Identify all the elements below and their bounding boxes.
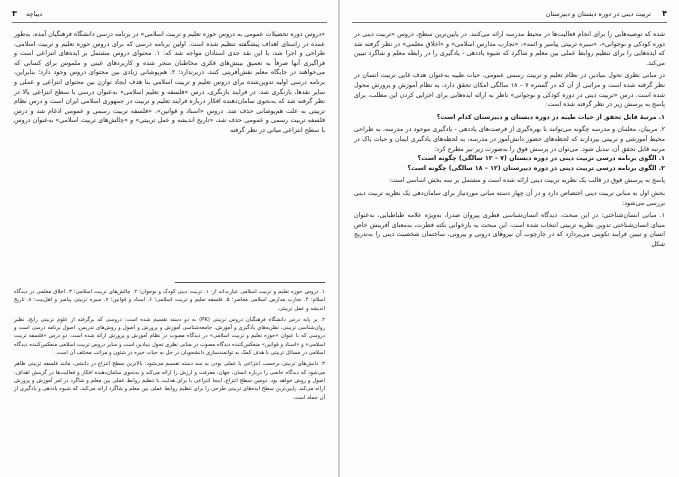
footnote-1: ۱. دروس حوزه تعلیم و تربیت اسلامی عبارت‌اند از: ۱. تربیت دینی کودک و نوجوان؛ ۲. چالش‌های تربیت اسلامی؛ ۳. اخلاق معلمی در دیدگاه اسلام؛ ۴. تجارب مدارس اسلامی معاصر؛ ۵. فلسفه تعلیم و تربیت اسلامی؛ ۶. اسناد و قوانین؛ ۷. سیره تربیتی پیامبر و اهل‌بیت؛ ۸. تاریخ اندیشه و عمل تربیتی.	[14, 289, 325, 312]
right-paragraph-4: بخش اول به مبانی تربیت دینی اختصاص دارد و در آن چهار دسته مبانی موردنیاز برای سامان‌دهی یک نظریه تربیت دینی بررسی می‌شود:	[354, 189, 665, 207]
right-running-title: تربیت دینی در دوره دبستان و دبیرستان	[545, 10, 651, 18]
right-body-text	[354, 30, 665, 249]
right-paragraph-5: ۱. مبانی انسان‌شناختی: در این مبحث، دیدگاه انسان‌شناسی فطری پیروان صدرا، به‌ویژه علامه طباطبایی، به‌عنوان مبنای انسان‌شناختی تدوین نظریه تربیتی انتخاب شده است. این مبحث به بازخوانی نکته فطرت، به‌معنای آفرینش خاص انسان و تبیین فرایند تکوینی می‌پردازد که در چارچوب آن نیروهای درونی و بیرونی، ساختمان شخصیت دینی را به‌تدریج شکل	[354, 212, 665, 248]
footnote-2: ۲. بر پایه درس دانشگاه فرهنگیان دروس تربیتی (PK) به دو دسته تقسیم شده است: دروسی که برگرفته از علوم تربیتی رایج، نظیر روان‌شناسی تربیتی، نظریه‌های یادگیری و آموزش، جامعه‌شناسی آموزش و پرورش و اصول و روش‌های تدریس، اصول برنامه درسی است و دروسی که با عنوان «حوزه تعلیم و تربیت اسلامی» در دیدگاه مصوب در نظام آموزش و پرورش ارائه شده است. دو درس «فلسفه تربیت اسلامی» و «اسناد و قوانین» منعکس‌کننده دیدگاه مصوب در مبانی نظری تحول بنیادین است و سایر دروس تربیت اسلامی منعکس‌کننده دیدگاه اسلامی در مسائل تربیتی با هدف کمک به توانمندسازی دانشجویان در حل به حیات خیره در شئون و مراتب مختلف آن است.	[14, 316, 325, 357]
footnote-3: ۳. دانش‌های تربیتی برحسب انتزاعی یا عملی بودن به سه دسته تقسیم می‌شود: بالاترین سطح انتزاع در دانشی، مانند فلسفه تربیتی ظاهر می‌شود که دیدگاه خاصی را درباره انسان، جهان، معرفت و ارزش را ارائه می‌کند و به‌نحوی سامان‌دهنده افکار و فعالیت‌ها در گزینش اهداف، اصول و روش خواهد بود. دومین سطح انتزاع، اینجا انتزاعی با برای هدایت یا تنظیم روابط عملی بین معلم و شاگرد در امر آموزش و پرورش ارائه می‌کند. پایین‌ترین سطح ایده‌های تربیتی طرحی را برای تنظیم روابط عملی بین معلم و شاگرد ارائه می‌کند، که شیوه یاددهی و یادگیری از آن جمله است.	[14, 361, 325, 401]
question-1: ۱. مرتبهٔ قابل تحقق از حیات طیبه در دوره دبستان و دبیرستان کدام است؟	[436, 113, 665, 121]
left-page	[0, 0, 339, 477]
left-body-paragraph: «دروس دوره تحصیلات عمومی به دروس حوزه تعلیم و تربیت اسلامی» در برنامه درسی دانشگاه فرهنگیان آمده، به‌طور عمده در راستای اهداف پیشگفته تنظیم شده است. اولین برنامه درسی که برای دروس حوزه تعلیم و تربیت اسلامی، طراحی و اجرا شد، با این نقد جدی استادان مواجه شد که: ۱. محتوای دروس مشتمل بر ایده‌های انتزاعی است و فراگیری آنها صرفاً به تعمیق بینش‌های فکری مخاطبان منجر شده و کاربردهای عینی و ملموس برای کسانی که می‌خواهند در جایگاه معلم نقش‌آفرینی کنند، دربرندارد؛ ۲. هم‌پوشانی زیادی بین محتوای دروس وجود دارد؛ بنابراین، برنامه درسی اولیه تدوین‌شده برای دروس تعلیم و تربیت اسلامی بنا هدف ایجاد توازن بین محتوای انتزاعی و عملی و سایر نقدها، بازنگری شد. در فرایند بازنگری، درس «فلسفه و تعلیم اسلامی» به‌عنوان درسی با سطح انتزاعی بالا در نظر گرفته شد که به‌نحوی سامان‌دهنده افکار درباره فرایند تعلیم و تربیت در جمهوری اسلامی ایران است و درس نظام تربیتی به علت هم‌پوشانی حذف شد. دروس «اسناد و قوانین»، «فلسفه تربیت رسمی و عمومی ادغام شد و درس فلسفه تربیت رسمی و عمومی حذف شد، «تاریخ اندیشه و عمل تربیتی» و «چالش‌های تربیت اسلامی» به‌عنوان دروس با سطح انتزاعی میانی در نظر گرفته	[14, 31, 326, 134]
left-body-text	[14, 30, 325, 136]
left-footnote-rule	[175, 282, 325, 283]
right-page-header	[352, 8, 667, 20]
right-paragraph-3: پاسخ به پرسش فوق در قالب یک نظریه تربیت دینی ارائه شده است و مشتمل بر سه بخش اساسی است:	[388, 177, 665, 185]
left-running-title: دیباچه	[26, 10, 43, 18]
left-header-rule	[12, 22, 327, 23]
right-paragraph-2: در مبانی نظری تحول بنیادین در نظام تعلیم و تربیت رسمی عمومی، حیات طیبه به‌عنوان هدف غایی تربیت انسان در نظر گرفته شده است و مراتبی از آن که در گستره ۷ – ۱۸ سالگی امکان تحقق دارد، به نظام آموزش و پرورش محول شده است. درس «تربیت دینی در دوره کودکی و نوجوانی» ناظر به ارائه ایده‌هایی برای اجرایی کردن این مطلب، برای پاسخ به پرسش زیر در نظر گرفته شده است:	[354, 72, 666, 109]
left-footnotes	[14, 288, 325, 402]
left-page-header	[12, 8, 327, 20]
question-2: ۲. مربیان، معلمان و مدرسه چگونه می‌توانند با بهره‌گیری از فرصت‌های یاددهی - یادگیری موجود در مدرسه، به طراحی محیط آموزشی و تربیتی بپردازند که لحظه‌های حضور دانش‌آموز در مدرسه، به لحظه‌های یادگیری ایمان و حیات پاک در مرتبه قابل تحقق آن، تبدیل شود. می‌توان در پرسش فوق را به‌صورت زیر نیز مطرح کرد:	[354, 126, 665, 153]
left-page-number: ۳	[12, 9, 17, 18]
sub-question-1: ۱. الگوی برنامه درسی تربیت دینی در دوره دبستان (۷ – ۱۲ سالگی) چگونه است؟	[417, 155, 665, 163]
right-page	[340, 0, 679, 477]
sub-question-2: ۲. الگوی برنامه درسی تربیت دینی در دوره دبیرستان (۱۲ – ۱۸ سالگی) چگونه است؟	[407, 164, 665, 172]
right-header-rule	[352, 22, 667, 23]
right-page-number: ۴	[662, 9, 667, 18]
right-paragraph-1: شده که توصیه‌هایی را برای انجام فعالیت‌ها در محیط مدرسه ارائه می‌کنند. در پایین‌ترین سطح، دروس «تربیت دینی در دوره کودکی و نوجوانی»، «سیره تربیتی پیامبر و ائمه»، «تجارب مدارس اسلامی» و «اخلاق معلمی» در نظر گرفته شد که ایده‌هایی را برای تنظیم روابط عملی بین معلم و شاگرد که شیوه یاددهی - یادگیری را در رابطه معلم و شاگرد تبیین می‌کند.	[354, 31, 665, 67]
